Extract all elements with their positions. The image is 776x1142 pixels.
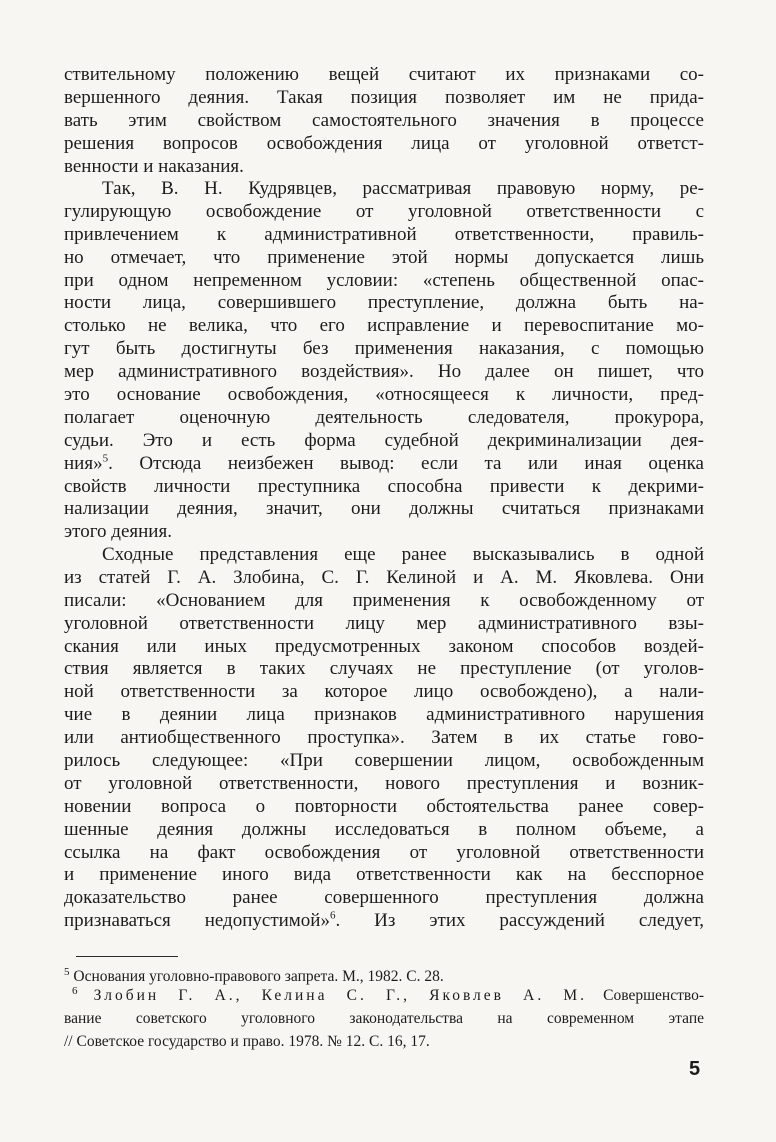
text-line: рилось следующее: «При совершении лицом, освобожденным	[64, 750, 704, 772]
footnote-text: Совершенство-	[603, 987, 704, 1004]
footnote-line: вание советского уголовного законодательства на современном этапе	[64, 1009, 704, 1027]
footnote-divider	[76, 956, 178, 957]
text-line: это основание освобождения, «относящееся к личности, пред-	[64, 384, 704, 406]
footnote-6	[64, 987, 704, 1056]
text-line: из статей Г. А. Злобина, С. Г. Келиной и А. М. Яковлева. Они	[64, 566, 704, 588]
text-line: ствительному положению вещей считают их признаками со-	[64, 64, 704, 85]
text-line: но отмечает, что применение этой нормы допускается лишь	[64, 246, 704, 268]
text-line: Так, В. Н. Кудрявцев, рассматривая правовую норму, ре-	[102, 178, 704, 199]
text-line: и применение иного вида ответственности как на бесспорное	[64, 864, 704, 886]
text-line: чие в деянии лица признаков административного нарушения	[64, 704, 704, 726]
footnote-line: // Советское государство и право. 1978. № 12. С. 16, 17.	[64, 1032, 430, 1050]
text-line: уголовной ответственности лицу мер административного взы-	[64, 612, 704, 634]
footnote-authors: Злобин Г. А., Келина С. Г., Яковлев А. М.	[93, 987, 588, 1004]
text-line: скания или иных предусмотренных законом способов воздей-	[64, 635, 704, 657]
text-line: шенные деяния должны исследоваться в полном объеме, а	[64, 818, 704, 840]
paragraph-1	[64, 64, 704, 178]
text-line: привлечением к административной ответственности, правиль-	[64, 223, 704, 245]
page-number: 5	[689, 1058, 701, 1080]
text-line: от уголовной ответственности, нового преступления и возник-	[64, 772, 704, 794]
text-line: ссылка на факт освобождения от уголовной ответственности	[64, 841, 704, 863]
text-line: столько не велика, что его исправление и перевоспитание мо-	[64, 315, 704, 337]
text-line: писали: «Основанием для применения к освобожденному от	[64, 589, 704, 611]
footnote-line	[64, 987, 704, 1010]
text-line: нализации деяния, значит, они должны считаться признаками	[64, 498, 704, 520]
text-segment: . Из этих рассуждений следует,	[335, 910, 704, 932]
text-line: решения вопросов освобождения лица от уголовной ответст-	[64, 132, 704, 154]
text-line: или антиобщественного проступка». Затем в их статье гово-	[64, 727, 704, 749]
text-line: мер административного воздействия». Но далее он пишет, что	[64, 361, 704, 383]
text-segment: ния»	[64, 452, 103, 474]
text-line: этого деяния.	[64, 521, 172, 543]
footnote-text: Основания уголовно-правового запрета. М., 1982. С. 28.	[73, 968, 444, 985]
text-segment: признаваться недопустимой»	[64, 910, 330, 932]
text-line	[64, 453, 704, 476]
text-line: гулирующую освобождение от уголовной ответственности с	[64, 200, 704, 222]
text-line: ности лица, совершившего преступление, должна быть на-	[64, 292, 704, 314]
text-line: ной ответственности за которое лицо освобождено), а нали-	[64, 681, 704, 703]
text-line	[64, 910, 704, 933]
text-segment: . Отсюда неизбежен вывод: если та или иная оценка	[108, 452, 704, 474]
text-line: свойств личности преступника способна привести к декрими-	[64, 475, 704, 497]
text-line: при одном непременном условии: «степень общественной опас-	[64, 269, 704, 291]
text-line: вершенного деяния. Такая позиция позволяет им не прида-	[64, 86, 704, 108]
text-line: доказательство ранее совершенного преступления должна	[64, 887, 704, 909]
footnote-ref-5[interactable]: 5	[102, 452, 109, 465]
paragraph-2	[64, 178, 704, 544]
footnote-mark: 6	[72, 987, 78, 997]
footnote-ref-6[interactable]: 6	[329, 910, 336, 922]
text-line: Сходные представления еще ранее высказывались в одной	[102, 544, 704, 565]
text-line: ствия является в таких случаях не преступление (от уголов-	[64, 658, 704, 680]
text-line: венности и наказания.	[64, 155, 244, 177]
text-line: судьи. Это и есть форма судебной декриминализации дея-	[64, 429, 704, 451]
paragraph-3	[64, 544, 704, 933]
footnote-mark: 5	[64, 968, 70, 978]
text-line: вать этим свойством самостоятельного значения в процессе	[64, 109, 704, 131]
text-line: гут быть достигнуты без применения наказания, с помощью	[64, 338, 704, 360]
text-line: новении вопроса о повторности обстоятельства ранее совер-	[64, 795, 704, 817]
text-line: полагает оценочную деятельность следователя, прокурора,	[64, 406, 704, 428]
